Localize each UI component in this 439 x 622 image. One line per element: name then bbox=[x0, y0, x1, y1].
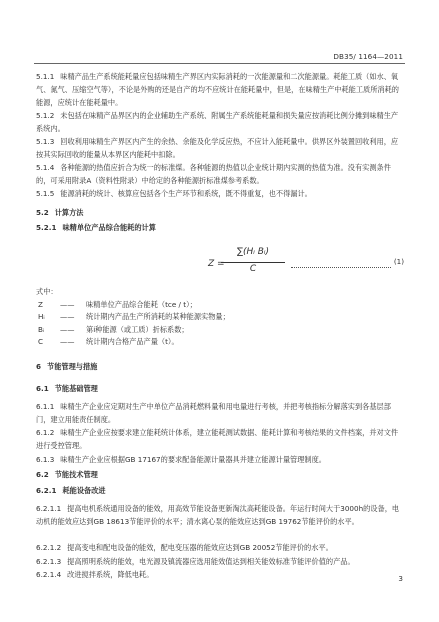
def-dash: —— bbox=[60, 337, 75, 346]
section-title: 节能技术管理 bbox=[54, 470, 98, 479]
section-title: 计算方法 bbox=[54, 208, 84, 217]
section-number: 6.2.1 bbox=[36, 486, 57, 495]
section-title: 耗能设备改进 bbox=[62, 486, 106, 495]
section-heading-5-2-1 bbox=[36, 221, 404, 234]
dot-leader bbox=[291, 259, 391, 268]
symbol-definitions bbox=[36, 286, 230, 349]
clause-number: 6.2.1.2 bbox=[36, 543, 62, 552]
fraction-bar bbox=[221, 262, 285, 263]
clause-6-2-1-2 bbox=[36, 541, 404, 554]
section-number: 6.2 bbox=[36, 470, 49, 479]
clause-text: 各种能源的热值应折合为统一的标准煤。各种能源的热值以企业统计期内实测的热值为准。没有实测条件的，可采用附录A（资料性附录）中给定的各种能源折标准煤参考系数。 bbox=[36, 163, 391, 185]
formula-denominator: C bbox=[249, 264, 257, 274]
clause-number: 5.1.2 bbox=[36, 111, 55, 120]
section-heading-5-2 bbox=[36, 206, 404, 219]
def-symbol: Bᵢ bbox=[38, 324, 45, 334]
section-title: 节能管理与措施 bbox=[47, 362, 98, 371]
header-rule bbox=[34, 63, 405, 64]
clause-number: 6.1.3 bbox=[36, 455, 55, 464]
formula-1 bbox=[36, 247, 404, 281]
def-text: 统计期内产品生产所消耗的某种能源实物量； bbox=[86, 312, 230, 321]
clause-number: 6.1.1 bbox=[36, 402, 55, 411]
clause-5-1-2 bbox=[36, 109, 404, 135]
clause-text: 能源消耗的统计、核算应包括各个生产环节和系统，既不得重复，也不得漏计。 bbox=[60, 189, 312, 198]
formula-fraction bbox=[221, 247, 285, 274]
clause-number: 6.2.1.1 bbox=[36, 504, 62, 513]
equation-number: (1) bbox=[393, 257, 404, 266]
def-text: 味精单位产品综合能耗（tce / t）； bbox=[86, 299, 197, 309]
section-title: 味精单位产品综合能耗的计算 bbox=[62, 223, 156, 232]
section-number: 5.2 bbox=[36, 208, 49, 217]
section-heading-6-2 bbox=[36, 468, 404, 481]
clause-number: 5.1.3 bbox=[36, 137, 55, 146]
standard-id: DB35/ 1164—2011 bbox=[333, 52, 403, 61]
clause-text: 提高变电和配电设备的能效，配电变压器的能效应达到GB 20052节能评价的水平。 bbox=[67, 543, 333, 552]
def-symbol: Hᵢ bbox=[38, 312, 45, 321]
clause-text: 未包括在味精产品界区内的企业辅助生产系统、附属生产系统能耗量和损失量应按消耗比例分摊到味精生产系统内。 bbox=[36, 111, 399, 133]
clause-number: 6.2.1.4 bbox=[36, 570, 62, 579]
section-number: 6 bbox=[36, 362, 42, 371]
section-number: 6.1 bbox=[36, 384, 49, 393]
def-dash: —— bbox=[60, 324, 75, 334]
section-title: 节能基础管理 bbox=[54, 384, 98, 393]
clause-5-1-1 bbox=[36, 70, 404, 109]
clause-text: 提高照明系统的能效，电光源及镇流器应选用能效值达到相关能效标准节能评价值的产品。 bbox=[67, 557, 355, 566]
def-text: 统计期内合格产品产量（t）。 bbox=[86, 337, 179, 346]
clause-number: 6.1.2 bbox=[36, 428, 55, 437]
def-symbol: Z bbox=[38, 299, 43, 309]
definitions-intro: 式中： bbox=[36, 287, 58, 296]
clause-text: 味精生产企业应根据GB 17167的要求配备能源计量器具并建立能源计量管理制度。 bbox=[60, 455, 326, 464]
definition-row bbox=[36, 336, 230, 349]
clause-6-1-3 bbox=[36, 453, 404, 466]
clause-5-1-4 bbox=[36, 161, 404, 187]
clause-text: 改进搅拌系统，降低电耗。 bbox=[67, 570, 154, 579]
def-symbol: C bbox=[38, 337, 44, 346]
section-number: 5.2.1 bbox=[36, 223, 57, 232]
clause-6-2-1-3 bbox=[36, 555, 404, 568]
clause-text: 味精产品生产系统能耗量应包括味精生产界区内实际消耗的一次能源量和二次能源量。耗能工质（如水、氧气、氮气、压缩空气等），不论是外购的还是自产的均不应统计在能耗量中，但是，在味精生产中耗能工质所消耗的能源，应统计在能耗量中。 bbox=[36, 72, 399, 107]
def-dash: —— bbox=[60, 299, 75, 309]
clause-6-2-1-1 bbox=[36, 502, 404, 528]
clause-number: 5.1.5 bbox=[36, 189, 55, 198]
clause-number: 5.1.1 bbox=[36, 72, 55, 81]
page-number: 3 bbox=[398, 574, 403, 583]
clause-number: 6.2.1.3 bbox=[36, 557, 62, 566]
section-heading-6 bbox=[36, 360, 404, 373]
definition-row bbox=[36, 311, 230, 324]
def-dash: —— bbox=[60, 312, 75, 321]
clause-text: 味精生产企业应定期对生产中单位产品消耗燃料量和用电量进行考核，并把考核指标分解落实到各基层部门，建立用能责任制度。 bbox=[36, 402, 391, 424]
formula-numerator: ∑(Hᵢ Bᵢ) bbox=[236, 247, 270, 257]
clause-5-1-5 bbox=[36, 187, 404, 200]
clause-text: 味精生产企业应按要求建立能耗统计体系，建立能耗测试数据、能耗计算和考核结果的文件档案，并对文件进行受控管理。 bbox=[36, 428, 399, 450]
clause-6-2-1-4 bbox=[36, 568, 404, 581]
definition-row bbox=[36, 299, 230, 312]
clause-6-1-2 bbox=[36, 426, 404, 452]
clause-number: 5.1.4 bbox=[36, 163, 55, 172]
clause-text: 回收利用味精生产界区内产生的余热、余能及化学反应热，不应计入能耗量中。供界区外装置回收利用，应按其实际回收的能量从本界区内能耗中扣除。 bbox=[36, 137, 399, 159]
def-text: 第i种能源（或工质）折标系数； bbox=[86, 324, 189, 334]
clause-6-1-1 bbox=[36, 400, 404, 426]
definition-row bbox=[36, 324, 230, 337]
clause-text: 提高电机系统通用设备的能效，用高效节能设备更新淘汰高耗能设备。年运行时间大于3000h的设备，电动机的能效应达到GB 18613节能评价的水平；清水离心泵的能效应达到GB 19762节能评价的水平。 bbox=[36, 504, 400, 526]
formula-lhs: Z = bbox=[208, 259, 225, 269]
section-heading-6-1 bbox=[36, 382, 404, 395]
section-heading-6-2-1 bbox=[36, 484, 404, 497]
clause-5-1-3 bbox=[36, 135, 404, 161]
